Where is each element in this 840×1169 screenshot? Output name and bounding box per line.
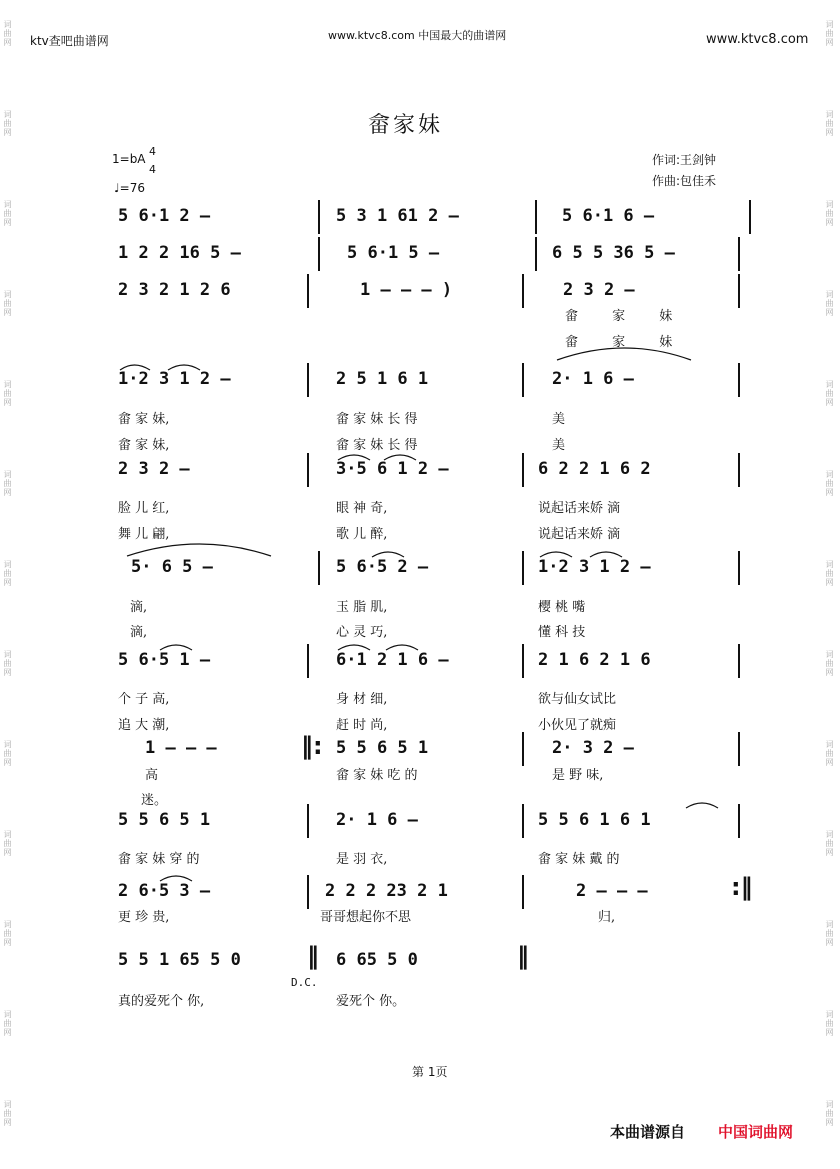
key-signature: 1=bA [112, 152, 146, 166]
measure-2: 5 3 1 61 2 – [336, 206, 459, 226]
barline [318, 200, 320, 234]
barline [307, 363, 309, 397]
barline [522, 453, 524, 487]
lyric-line: 玉 脂 肌, [336, 600, 388, 615]
song-title: 畲家妹 [368, 113, 444, 138]
da-capo-marking: D.C. [291, 976, 318, 989]
lyric-line: 畲 家 妹 长 得 [336, 438, 418, 453]
measure-32: 6 65 5 0 [336, 950, 418, 970]
measure-20: 6·1 2 1 6 – [336, 650, 449, 670]
lyric-line: 美 [552, 438, 566, 453]
lyric-line: 滴, [130, 625, 148, 640]
barline [307, 875, 309, 909]
measure-17: 5 6·5 2 – [336, 557, 429, 577]
lyric-line: 美 [552, 412, 566, 427]
barline [535, 200, 537, 234]
measure-31: 5 5 1 65 5 0 [118, 950, 241, 970]
lyric-line: 身 材 细, [336, 692, 388, 707]
measure-7: 2 3 2 1 2 6 [118, 280, 231, 300]
measure-3: 5 6·1 6 – [562, 206, 655, 226]
lyric-line: 心 灵 巧, [336, 625, 388, 640]
measure-26: 2· 1 6 – [336, 810, 418, 830]
slur [684, 798, 724, 810]
time-signature-bottom: 4 [149, 163, 156, 176]
lyric-line: 滴, [130, 600, 148, 615]
tempo-marking: ♩=76 [114, 181, 145, 195]
measure-19: 5 6·5 1 – [118, 650, 211, 670]
measure-1: 5 6·1 2 – [118, 206, 211, 226]
lyric-line: 是 野 味, [552, 768, 604, 783]
lyric-line: 脸 儿 红, [118, 501, 170, 516]
final-barline: ‖ [517, 942, 529, 970]
measure-18: 1·2 3 1 2 – [538, 557, 651, 577]
lyric-line: 懂 科 技 [538, 625, 586, 640]
lyric-line: 归, [598, 910, 616, 925]
barline [522, 551, 524, 585]
measure-6: 6 5 5 36 5 – [552, 243, 675, 263]
double-barline: ‖ [307, 942, 319, 970]
measure-8: 1 – – – ) [360, 280, 453, 300]
lyric-line: 畲 家 妹 穿 的 [118, 852, 200, 867]
measure-24: 2· 3 2 – [552, 738, 634, 758]
lyric-line: 畲 家 妹, [118, 438, 170, 453]
slur [125, 540, 275, 558]
measure-16: 5· 6 5 – [131, 557, 213, 577]
lyric-line: 赶 时 尚, [336, 718, 388, 733]
measure-25: 5 5 6 5 1 [118, 810, 211, 830]
lyric-line: 爱死个 你。 [336, 994, 406, 1009]
barline [307, 644, 309, 678]
barline [318, 237, 320, 271]
lyric-line: 说起话来娇 滴 [538, 501, 621, 516]
measure-23: 5 5 6 5 1 [336, 738, 429, 758]
left-watermark-strip: 词曲网 词曲网 词曲网 词曲网 词曲网 词曲网 词曲网 词曲网 词曲网 词曲网 词曲网 词曲网 词曲网 [3, 20, 12, 1127]
measure-12: 2· 1 6 – [552, 369, 634, 389]
barline [307, 274, 309, 308]
lyric-line: 更 珍 贵, [118, 910, 170, 925]
lyric-line: 畲 家 妹 长 得 [336, 412, 418, 427]
barline [535, 237, 537, 271]
slur [118, 360, 208, 372]
barline [738, 732, 740, 766]
barline [522, 875, 524, 909]
slur [336, 450, 426, 462]
lyric-line: 舞 儿 翩, [118, 527, 170, 542]
slur [336, 640, 426, 652]
lyric-line: 眼 神 奇, [336, 501, 388, 516]
repeat-start-sign: ‖: [301, 732, 323, 760]
measure-10: 1·2 3 1 2 – [118, 369, 231, 389]
barline [307, 804, 309, 838]
measure-13: 2 3 2 – [118, 459, 190, 479]
lyric-line: 歌 儿 醉, [336, 527, 388, 542]
barline [738, 804, 740, 838]
lyric-line: 说起话来娇 滴 [538, 527, 621, 542]
footer-source-label: 本曲谱源自 [610, 1123, 686, 1141]
measure-4: 1 2 2 16 5 – [118, 243, 241, 263]
lyric-line: 畲 家 妹, [118, 412, 170, 427]
measure-29: 2 2 2 23 2 1 [325, 881, 448, 901]
slur [158, 640, 198, 652]
lyric-line: 畲 家 妹 [565, 335, 673, 350]
barline [522, 732, 524, 766]
lyric-line: 个 子 高, [118, 692, 170, 707]
measure-5: 5 6·1 5 – [347, 243, 440, 263]
barline [738, 237, 740, 271]
slur [158, 871, 198, 883]
measure-28: 2 6·5 3 – [118, 881, 211, 901]
barline [738, 453, 740, 487]
barline [522, 274, 524, 308]
lyric-line: 畲 家 妹 [565, 309, 673, 324]
lyric-line: 是 羽 衣, [336, 852, 388, 867]
lyric-line: 欲与仙女试比 [538, 692, 617, 707]
measure-15: 6 2 2 1 6 2 [538, 459, 651, 479]
measure-30: 2 – – – [576, 881, 648, 901]
lyric-line: 哥哥想起你不思 [320, 910, 412, 925]
measure-9: 2 3 2 – [563, 280, 635, 300]
barline [522, 804, 524, 838]
measure-21: 2 1 6 2 1 6 [538, 650, 651, 670]
footer-brand-link[interactable]: 中国词曲网 [718, 1123, 794, 1141]
header-site-url[interactable]: www.ktvc8.com [706, 32, 809, 47]
slur [370, 547, 410, 559]
barline [738, 274, 740, 308]
barline [738, 551, 740, 585]
measure-22: 1 – – – [145, 738, 217, 758]
barline [318, 551, 320, 585]
time-signature-top: 4 [149, 145, 156, 158]
barline [749, 200, 751, 234]
lyric-line: 樱 桃 嘴 [538, 600, 586, 615]
lyric-line: 畲 家 妹 戴 的 [538, 852, 620, 867]
composer-credit: 作曲:包佳禾 [652, 174, 717, 188]
slur [555, 344, 695, 362]
header-site-slogan[interactable]: www.ktvc8.com 中国最大的曲谱网 [328, 29, 507, 42]
measure-11: 2 5 1 6 1 [336, 369, 429, 389]
measure-27: 5 5 6 1 6 1 [538, 810, 651, 830]
lyric-line: 真的爱死个 你, [118, 994, 205, 1009]
lyric-line: 高 [145, 768, 159, 783]
barline [738, 363, 740, 397]
lyric-line: 追 大 潮, [118, 718, 170, 733]
page-number: 第 1页 [412, 1065, 448, 1079]
barline [522, 363, 524, 397]
slur [538, 547, 628, 559]
barline [307, 453, 309, 487]
barline [738, 644, 740, 678]
right-watermark-strip: 词曲网 词曲网 词曲网 词曲网 词曲网 词曲网 词曲网 词曲网 词曲网 词曲网 词曲网 词曲网 词曲网 [825, 20, 834, 1127]
lyric-line: 迷。 [141, 793, 168, 808]
measure-14: 3·5 6 1 2 – [336, 459, 449, 479]
lyricist-credit: 作词:王剑钟 [652, 153, 717, 167]
lyric-line: 畲 家 妹 吃 的 [336, 768, 418, 783]
header-site-name[interactable]: ktv查吧曲谱网 [30, 34, 109, 48]
repeat-end-sign: :‖ [731, 873, 753, 901]
lyric-line: 小伙见了就痴 [538, 718, 617, 733]
barline [522, 644, 524, 678]
